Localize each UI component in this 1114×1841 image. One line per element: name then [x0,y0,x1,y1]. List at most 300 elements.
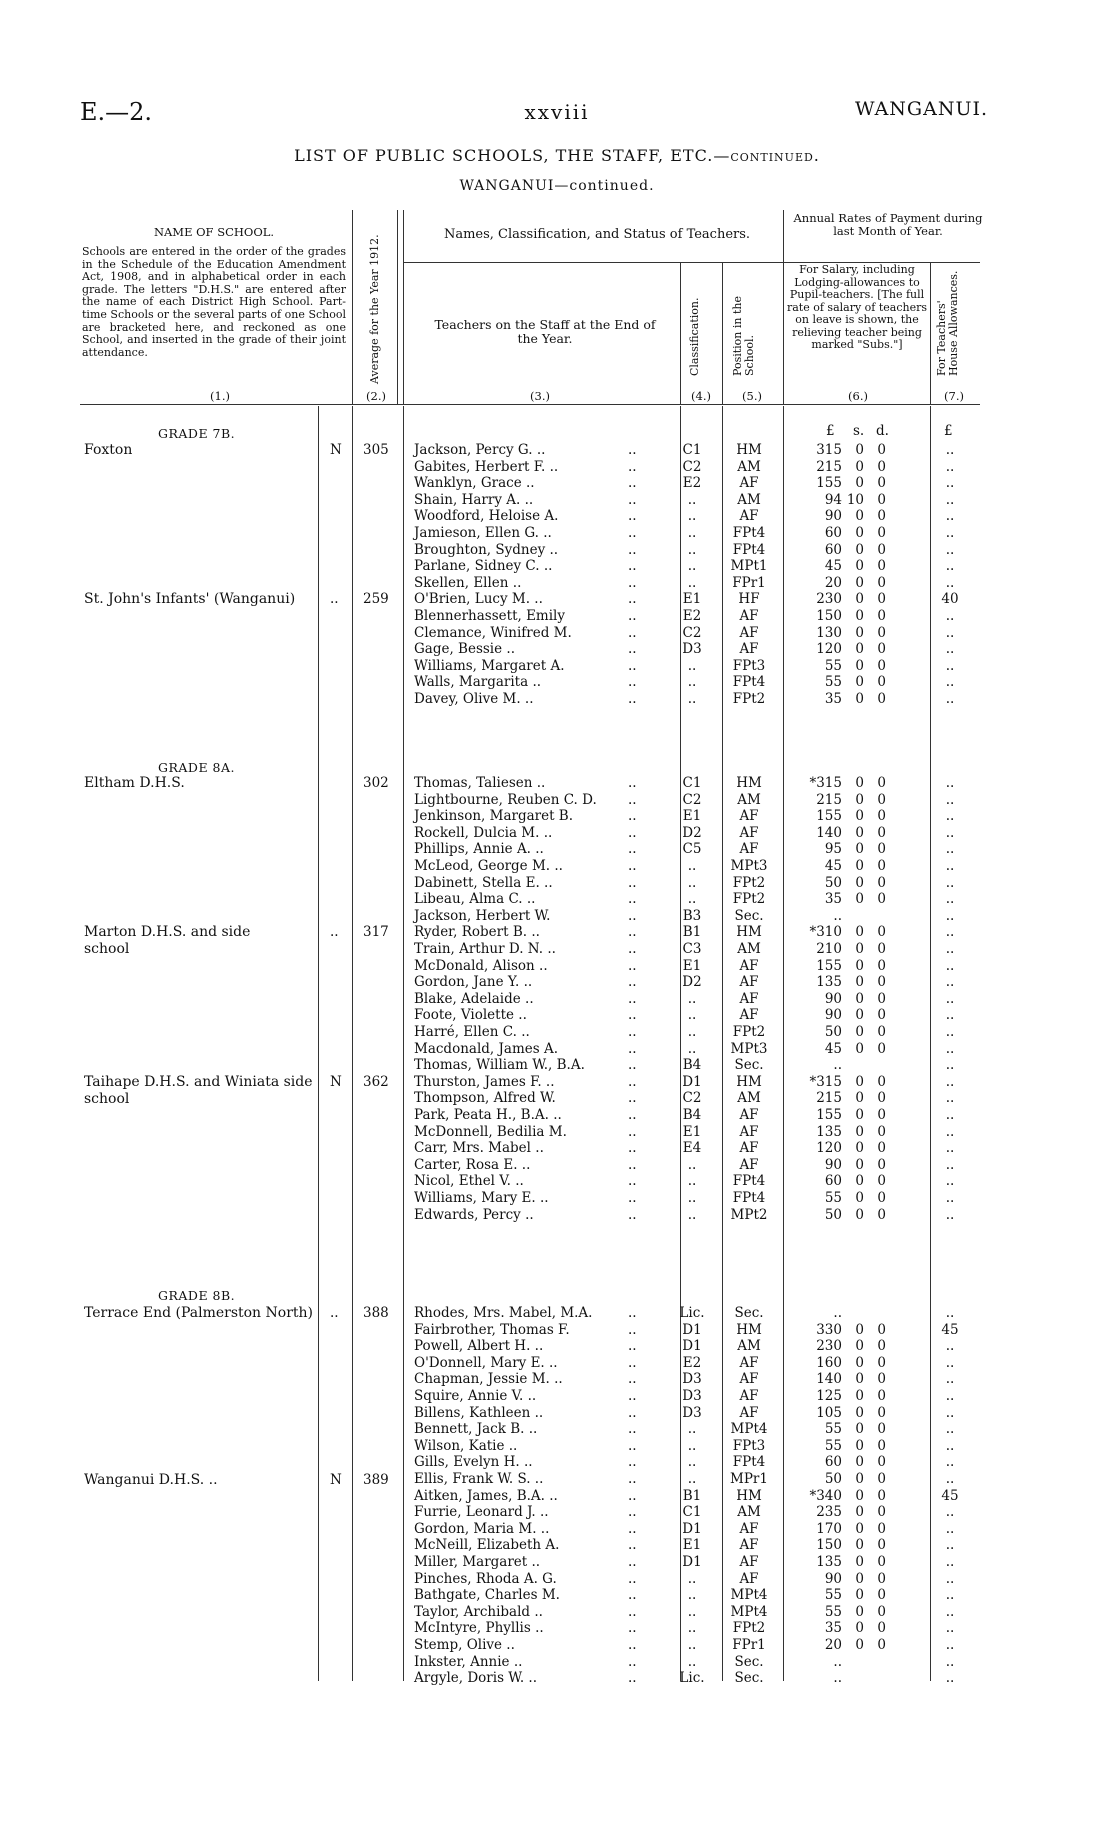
teacher-row [0,858,1114,875]
teacher-name: Edwards, Percy .. [414,1206,534,1223]
salary-pence: 0 [877,1107,886,1123]
salary-shillings: 0 [855,1554,864,1570]
leader-dots: .. [628,1206,637,1223]
teacher-row [0,1207,1114,1224]
house-allowance: .. [945,475,955,492]
salary-shillings: 0 [855,1587,864,1604]
teacher-classification: .. [687,1437,697,1454]
salary-pence: 0 [877,1504,886,1521]
school-name: Terrace End (Palmerston North) [84,1305,314,1321]
house-allowance: .. [945,1471,955,1487]
salary-shillings: 0 [855,1454,864,1471]
teacher-row [0,1057,1114,1074]
teacher-classification: B1 [682,924,702,941]
leader-dots: .. [628,791,637,808]
house-allowance: .. [945,1107,955,1123]
school-flag: N [330,442,342,458]
salary-pounds: 140 [816,1371,842,1388]
salary-shillings: 0 [855,1354,864,1371]
col-divider-6 [930,262,931,404]
page-region: WANGANUI. [855,98,989,120]
teacher-classification: D1 [682,1554,702,1570]
teacher-classification: C1 [682,442,702,458]
teacher-row [0,1537,1114,1554]
salary-pence: 0 [877,1637,886,1653]
teacher-position: MPt4 [730,1421,768,1438]
teacher-name: Jenkinson, Margaret B. [414,808,574,825]
salary-pounds: 60 [824,525,842,541]
salary-pounds: 210 [816,941,842,957]
teacher-position: AF [739,1404,759,1421]
teacher-name: Williams, Mary E. .. [414,1190,549,1206]
teacher-classification: C2 [682,1090,702,1107]
leader-dots: .. [628,957,637,974]
teacher-row [0,641,1114,658]
salary-pence: 0 [877,1040,886,1057]
leader-dots: .. [628,1190,637,1206]
leader-dots: .. [628,1090,637,1107]
teacher-position: HM [736,775,762,791]
teacher-name: Squire, Annie V. .. [414,1388,537,1404]
salary-shillings: 0 [855,657,864,674]
leader-dots: .. [628,1007,637,1024]
teacher-name: Thomas, William W., B.A. [414,1057,585,1074]
teacher-name: Thompson, Alfred W. [414,1090,556,1107]
header-bottom-rule [80,404,980,405]
leader-dots: .. [628,891,637,908]
teacher-name: McDonnell, Bedilia M. [414,1123,567,1140]
teacher-row [0,1355,1114,1372]
leader-dots: .. [628,1371,637,1388]
teacher-position: MPt4 [730,1603,768,1620]
teacher-classification: D3 [682,641,702,658]
teacher-row [0,1190,1114,1207]
house-heading: For Teachers' House Allowances. [935,270,960,376]
teacher-row [0,1173,1114,1190]
teacher-row [0,1388,1114,1405]
salary-shillings: 0 [855,1321,864,1338]
teacher-name: Taylor, Archibald .. [414,1603,543,1620]
page-number: xxviii [524,100,590,124]
leader-dots: .. [628,1321,637,1338]
house-allowance: .. [945,924,955,941]
teacher-position: FPt4 [732,674,766,691]
teacher-classification: .. [687,491,697,508]
teacher-name: Nicol, Ethel V. .. [414,1173,524,1190]
salary-shillings: 0 [855,608,864,624]
house-allowance: .. [945,508,955,525]
teacher-row [0,1488,1114,1505]
teacher-row [0,691,1114,708]
leader-dots: .. [628,1057,637,1074]
teacher-classification: D1 [682,1520,702,1537]
teacher-name: Miller, Margaret .. [414,1554,541,1570]
teacher-position: FPt2 [732,891,766,908]
salary-shillings: 0 [855,1570,864,1587]
teacher-row [0,625,1114,642]
salary-pence: 0 [877,924,886,941]
salary-pence: 0 [877,1471,886,1487]
salary-pounds: *310 [809,924,842,941]
leader-dots: .. [628,1471,637,1487]
leader-dots: .. [628,1404,637,1421]
unit-shilling: s. [853,423,865,439]
teacher-row [0,1157,1114,1174]
teacher-row [0,1107,1114,1124]
salary-pounds: 215 [816,791,842,808]
salary-pounds: 60 [824,1454,842,1471]
salary-shillings: 0 [855,1338,864,1355]
teacher-classification: Lic. [679,1305,705,1321]
salary-pence: 0 [877,1404,886,1421]
teacher-position: AM [737,1090,761,1107]
teacher-position: AF [739,1537,759,1554]
leader-dots: .. [628,1537,637,1554]
teacher-classification: .. [687,1024,697,1040]
salary-pounds: 315 [816,442,842,458]
leader-dots: .. [628,1603,637,1620]
salary-shillings: 0 [855,824,864,841]
salary-pence: 0 [877,1454,886,1471]
teacher-classification: E2 [682,608,702,624]
salary-shillings: 0 [855,1504,864,1521]
teacher-classification: .. [687,525,697,541]
teacher-classification: .. [687,1421,697,1438]
teacher-name: Phillips, Annie A. .. [414,841,544,858]
teacher-position: AM [737,458,761,475]
salary-pounds: 50 [824,1024,842,1040]
leader-dots: .. [628,458,637,475]
teacher-position: MPt3 [730,1040,768,1057]
teacher-position: MPr1 [730,1471,768,1487]
teacher-classification: C2 [682,624,702,641]
salary-pounds: 50 [824,1206,842,1223]
leader-dots: .. [628,808,637,825]
leader-dots: .. [628,990,637,1007]
salary-shillings: 0 [855,1190,864,1206]
salary-pence: 0 [877,1007,886,1024]
salary-pence: 0 [877,874,886,891]
house-allowance: .. [945,974,955,991]
salary-pounds: 45 [824,1040,842,1057]
teacher-position: AM [737,491,761,508]
house-allowance: .. [945,1156,955,1173]
leader-dots: .. [628,657,637,674]
page-title: LIST OF PUBLIC SCHOOLS, THE STAFF, ETC.—continued. [294,146,820,165]
leader-dots: .. [628,775,637,791]
salary-shillings: 0 [855,1123,864,1140]
teacher-position: AF [739,957,759,974]
leader-dots: .. [628,1107,637,1123]
teacher-name: Woodford, Heloise A. [414,508,559,525]
teacher-classification: .. [687,990,697,1007]
leader-dots: .. [628,525,637,541]
school-average: 317 [363,924,389,940]
leader-dots: .. [628,1024,637,1040]
teacher-name: Inkster, Annie .. [414,1653,523,1670]
teacher-row [0,575,1114,592]
salary-pence: 0 [877,558,886,575]
teacher-classification: C2 [682,458,702,475]
house-allowance: .. [945,1090,955,1107]
house-allowance: .. [945,791,955,808]
salary-pence: 0 [877,990,886,1007]
salary-shillings: 0 [855,1487,864,1504]
salary-shillings: 0 [855,1637,864,1653]
house-allowance: .. [945,1504,955,1521]
unit-pound: £ [826,423,835,439]
salary-shillings: 0 [855,624,864,641]
salary-pence: 0 [877,491,886,508]
teacher-name: Aitken, James, B.A. .. [414,1487,558,1504]
teacher-row [0,808,1114,825]
leader-dots: .. [628,1487,637,1504]
teacher-position: AF [739,990,759,1007]
teacher-name: Jackson, Percy G. .. [414,442,546,458]
salary-shillings: 0 [855,591,864,608]
salary-pence: 0 [877,1537,886,1554]
teacher-classification: .. [687,508,697,525]
salary-pence: 0 [877,957,886,974]
teacher-name: Parlane, Sidney C. .. [414,558,553,575]
school-flag: .. [330,924,339,940]
salary-shillings: 0 [855,1173,864,1190]
salary-shillings: 0 [855,1140,864,1157]
salary-shillings: 0 [855,1040,864,1057]
col-divider-3 [680,262,681,404]
teacher-row [0,1670,1114,1687]
teacher-position: FPt2 [732,691,766,707]
teacher-classification: .. [687,541,697,558]
teacher-row [0,674,1114,691]
salary-pounds: 170 [816,1520,842,1537]
house-allowance: .. [945,941,955,957]
salary-pounds: 90 [824,1007,842,1024]
teacher-classification: C1 [682,1504,702,1521]
teacher-name: Macdonald, James A. [414,1040,558,1057]
salary-shillings: 0 [855,1073,864,1090]
teacher-row [0,974,1114,991]
salary-pounds: 155 [816,957,842,974]
teacher-name: McDonald, Alison .. [414,957,548,974]
teacher-name: Carter, Rosa E. .. [414,1156,531,1173]
house-allowance: .. [945,1637,955,1653]
salary-pounds: 55 [824,1190,842,1206]
salary-pence: 0 [877,657,886,674]
salary-shillings: 0 [855,458,864,475]
teacher-row [0,442,1114,459]
salary-pounds: 55 [824,1603,842,1620]
teacher-row [0,1090,1114,1107]
leader-dots: .. [628,824,637,841]
salary-pence: 0 [877,1024,886,1040]
house-allowance: .. [945,1305,955,1321]
teacher-name: Harré, Ellen C. .. [414,1024,530,1040]
house-allowance: 45 [941,1321,959,1338]
teacher-row [0,958,1114,975]
leader-dots: .. [628,591,637,608]
teacher-row [0,1371,1114,1388]
house-allowance: 45 [941,1487,959,1504]
salary-pence: 0 [877,1520,886,1537]
salary-pence: 0 [877,1354,886,1371]
teacher-position: AF [739,1554,759,1570]
salary-pounds: 155 [816,808,842,825]
teacher-name: Shain, Harry A. .. [414,491,534,508]
teacher-classification: C2 [682,791,702,808]
teacher-name: O'Brien, Lucy M. .. [414,591,543,608]
salary-shillings: 0 [855,558,864,575]
salary-pounds: .. [833,1670,842,1687]
teacher-row [0,1438,1114,1455]
leader-dots: .. [628,641,637,658]
leader-dots: .. [628,442,637,458]
school-flag: .. [330,1305,339,1321]
salary-shillings: 0 [855,442,864,458]
teacher-name: Rockell, Dulcia M. .. [414,824,553,841]
position-col-num: (5.) [742,389,762,403]
salary-pounds: 155 [816,475,842,492]
teacher-position: AF [739,608,759,624]
salary-pence: 0 [877,1620,886,1637]
teacher-name: Williams, Margaret A. [414,657,565,674]
teacher-name: Jamieson, Ellen G. .. [414,525,552,541]
salary-shillings: 0 [855,941,864,957]
salary-pounds: 120 [816,1140,842,1157]
salary-shillings: 0 [855,1520,864,1537]
teacher-row [0,875,1114,892]
leader-dots: .. [628,924,637,941]
salary-pence: 0 [877,775,886,791]
teacher-position: FPt2 [732,874,766,891]
teacher-name: Davey, Olive M. .. [414,691,534,707]
teacher-row [0,1471,1114,1488]
teacher-classification: D1 [682,1338,702,1355]
teacher-row [0,1504,1114,1521]
leader-dots: .. [628,1620,637,1637]
salary-shillings: 0 [855,475,864,492]
leader-dots: .. [628,674,637,691]
house-col-num: (7.) [944,389,964,403]
teacher-position: FPt3 [732,657,766,674]
teacher-name: Wilson, Katie .. [414,1437,518,1454]
teacher-name: Thomas, Taliesen .. [414,775,546,791]
teacher-row [0,1124,1114,1141]
teacher-position: AF [739,641,759,658]
house-allowance: .. [945,1537,955,1554]
teacher-classification: .. [687,858,697,874]
house-allowance: .. [945,891,955,908]
teacher-name: Gordon, Jane Y. .. [414,974,533,991]
teacher-row [0,658,1114,675]
teacher-position: FPt4 [732,1454,766,1471]
salary-pounds: 90 [824,1570,842,1587]
teacher-position: FPt4 [732,525,766,541]
teacher-name: Argyle, Doris W. .. [414,1670,537,1687]
teacher-row [0,525,1114,542]
house-allowance: .. [945,657,955,674]
leader-dots: .. [628,1504,637,1521]
teacher-classification: .. [687,1653,697,1670]
teacher-position: AF [739,808,759,825]
leader-dots: .. [628,858,637,874]
teacher-classification: .. [687,891,697,908]
teacher-position: MPt1 [730,558,768,575]
teacher-classification: .. [687,674,697,691]
teacher-position: HM [736,1321,762,1338]
salary-shillings: 0 [855,1090,864,1107]
teacher-name: Fairbrother, Thomas F. [414,1321,570,1338]
salary-pence: 0 [877,1173,886,1190]
teacher-position: AM [737,1338,761,1355]
leader-dots: .. [628,1421,637,1438]
teacher-name: Clemance, Winifred M. [414,624,572,641]
salary-pence: 0 [877,525,886,541]
leader-dots: .. [628,541,637,558]
teacher-position: Sec. [734,1653,764,1670]
leader-dots: .. [628,558,637,575]
salary-pounds: 150 [816,1537,842,1554]
teacher-name: Jackson, Herbert W. [414,907,551,924]
teacher-classification: C5 [682,841,702,858]
teacher-row [0,1041,1114,1058]
salary-pounds: 150 [816,608,842,624]
salary-shillings: 0 [855,1421,864,1438]
school-name: Eltham D.H.S. [84,775,185,791]
teacher-name: Blake, Adelaide .. [414,990,534,1007]
salary-pence: 0 [877,1190,886,1206]
teacher-row [0,1140,1114,1157]
salary-pounds: 50 [824,1471,842,1487]
teacher-classification: D3 [682,1388,702,1404]
house-allowance: .. [945,541,955,558]
teacher-row [0,908,1114,925]
salary-pounds: 35 [824,1620,842,1637]
teacher-classification: E4 [682,1140,702,1157]
salary-pence: 0 [877,858,886,874]
salary-pounds: 215 [816,458,842,475]
col-divider-2 [397,210,398,404]
teacher-name: Billens, Kathleen .. [414,1404,544,1421]
salary-shillings: 0 [855,1437,864,1454]
teacher-position: FPr1 [732,574,766,591]
salary-shillings: 0 [855,1603,864,1620]
salary-shillings: 0 [855,674,864,691]
salary-pence: 0 [877,1073,886,1090]
teacher-classification: D3 [682,1371,702,1388]
teacher-classification: E1 [682,1537,702,1554]
teacher-row [0,941,1114,958]
salary-pence: 0 [877,1421,886,1438]
salary-shillings: 0 [855,1024,864,1040]
salary-pence: 0 [877,1587,886,1604]
leader-dots: .. [628,1670,637,1687]
teacher-classification: .. [687,657,697,674]
school-name: Marton D.H.S. and side school [84,924,251,957]
salary-pounds: 140 [816,824,842,841]
salary-pounds: 90 [824,1156,842,1173]
salary-shillings: 0 [855,791,864,808]
house-allowance: .. [945,1437,955,1454]
teacher-row [0,1322,1114,1339]
salary-shillings: 0 [855,508,864,525]
salary-col-num: (6.) [848,389,868,403]
teacher-name: Carr, Mrs. Mabel .. [414,1140,544,1157]
teacher-row [0,1454,1114,1471]
teacher-row [0,1074,1114,1091]
leader-dots: .. [628,1123,637,1140]
house-allowance: .. [945,674,955,691]
